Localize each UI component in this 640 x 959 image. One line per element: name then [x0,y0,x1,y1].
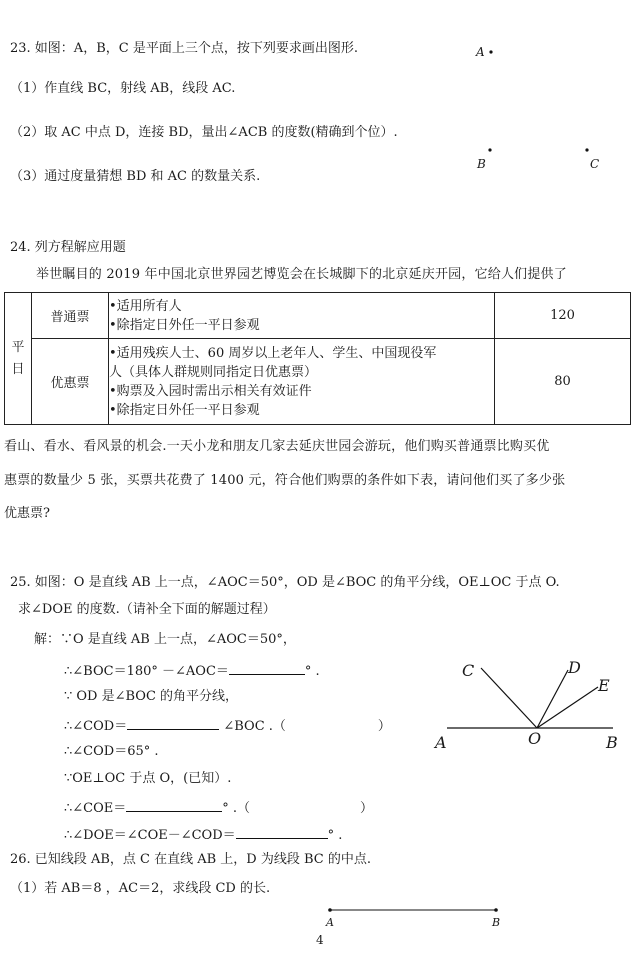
q23-step2: （2）取 AC 中点 D，连接 BD，量出∠ACB 的度数(精确到个位）. [10,125,398,140]
q23-point-a [489,50,492,53]
q26-label-a: A [326,916,334,929]
ticket-type-discount: 优惠票 [32,339,109,425]
q24-intro: 举世瞩目的 2019 年中国北京世界园艺博览会在长城脚下的北京延庆开园，它给人们提供了 [36,267,567,282]
q25-line-4-tail: ） [377,719,391,734]
ray-oc [481,668,537,728]
q25-stem: 25. 如图：O 是直线 AB 上一点，∠AOC＝50°，OD 是∠BOC 的角平分线，OE⊥OC 于点 O. [10,575,560,590]
ticket-rule-line: •适用残疾人士、60 周岁以上老年人、学生、中国现役军 [109,345,437,361]
q23-point-b [488,148,491,151]
q25-line-7-mid: ° .（ [222,801,251,816]
q25-line-4-mid: ∠BOC .（ [223,719,286,734]
fig-label-o: O [528,729,542,748]
ticket-rule-line: •适用所有人 [109,298,182,314]
q23-point-b-label: B [477,157,486,171]
ticket-group-label-text: 平日 [11,339,25,377]
q25-line-5: ∴∠COD＝65° . [64,744,159,759]
fig-label-b: B [606,733,618,752]
q25-line-4-text: ∴∠COD＝ [64,719,128,734]
ticket-rule-line: 人（具体人群规则同指定日优惠票） [109,364,318,380]
ticket-rule-line: •购票及入园时需出示相关有效证件 [109,383,312,399]
q25-line-2-tail: ° . [304,664,320,679]
q25-line-7-text: ∴∠COE＝ [64,801,127,816]
ticket-price-regular: 120 [495,293,631,339]
q23-step1: （1）作直线 BC，射线 AB，线段 AC. [10,81,236,96]
q26-part-1: （1）若 AB＝8 ，AC＝2，求线段 CD 的长. [10,881,271,896]
q23-step3: （3）通过度量猜想 BD 和 AC 的数量关系. [10,169,261,184]
q24-para-2: 惠票的数量少 5 张，买票共花费了 1400 元，符合他们购票的条件如下表，请问他们买了多少张 [4,473,566,488]
q23-point-c-label: C [590,157,600,171]
ticket-rule-line: •除指定日外任一平日参观 [109,317,260,333]
q24-para-3: 优惠票? [4,506,50,521]
q25-line-2-text: ∴∠BOC＝180° －∠AOC＝ [64,664,229,679]
fig-label-e: E [598,676,610,695]
q25-line-8-text: ∴∠DOE＝∠COE－∠COD＝ [64,828,236,843]
q24-title: 24. 列方程解应用题 [10,240,126,255]
page-number: 4 [316,933,324,947]
q25-line-8-tail: ° . [327,828,343,843]
q25-figure [447,668,613,728]
fig-label-c: C [462,661,475,680]
fig-label-a: A [435,733,447,752]
q25-ask: 求∠DOE 的度数.（请补全下面的解题过程） [18,602,276,617]
q26-label-b: B [492,916,501,929]
q25-line-3: ∵ OD 是∠BOC 的角平分线， [64,689,239,704]
q25-line-1: 解：∵O 是直线 AB 上一点，∠AOC＝50°， [34,632,296,647]
ray-oe [537,687,598,728]
fig-label-d: D [568,658,581,677]
q26-point-a [328,908,332,912]
q26-stem: 26. 已知线段 AB，点 C 在直线 AB 上，D 为线段 BC 的中点. [10,852,371,867]
ticket-type-regular: 普通票 [32,293,109,339]
ticket-price-discount: 80 [495,339,631,425]
q26-point-b [494,908,498,912]
q23-point-a-label: A [476,45,485,59]
q24-para-1: 看山、看水、看风景的机会.一天小龙和朋友几家去延庆世园会游玩，他们购买普通票比购买优 [4,439,550,454]
q25-line-7-tail: ） [360,801,374,816]
ticket-rule-line: •除指定日外任一平日参观 [109,402,260,418]
ray-od [537,670,568,728]
q25-line-6: ∵OE⊥OC 于点 O，(已知）. [64,771,232,786]
q23-point-c [585,148,588,151]
q23-stem: 23. 如图：A，B，C 是平面上三个点，按下列要求画出图形. [10,41,358,56]
